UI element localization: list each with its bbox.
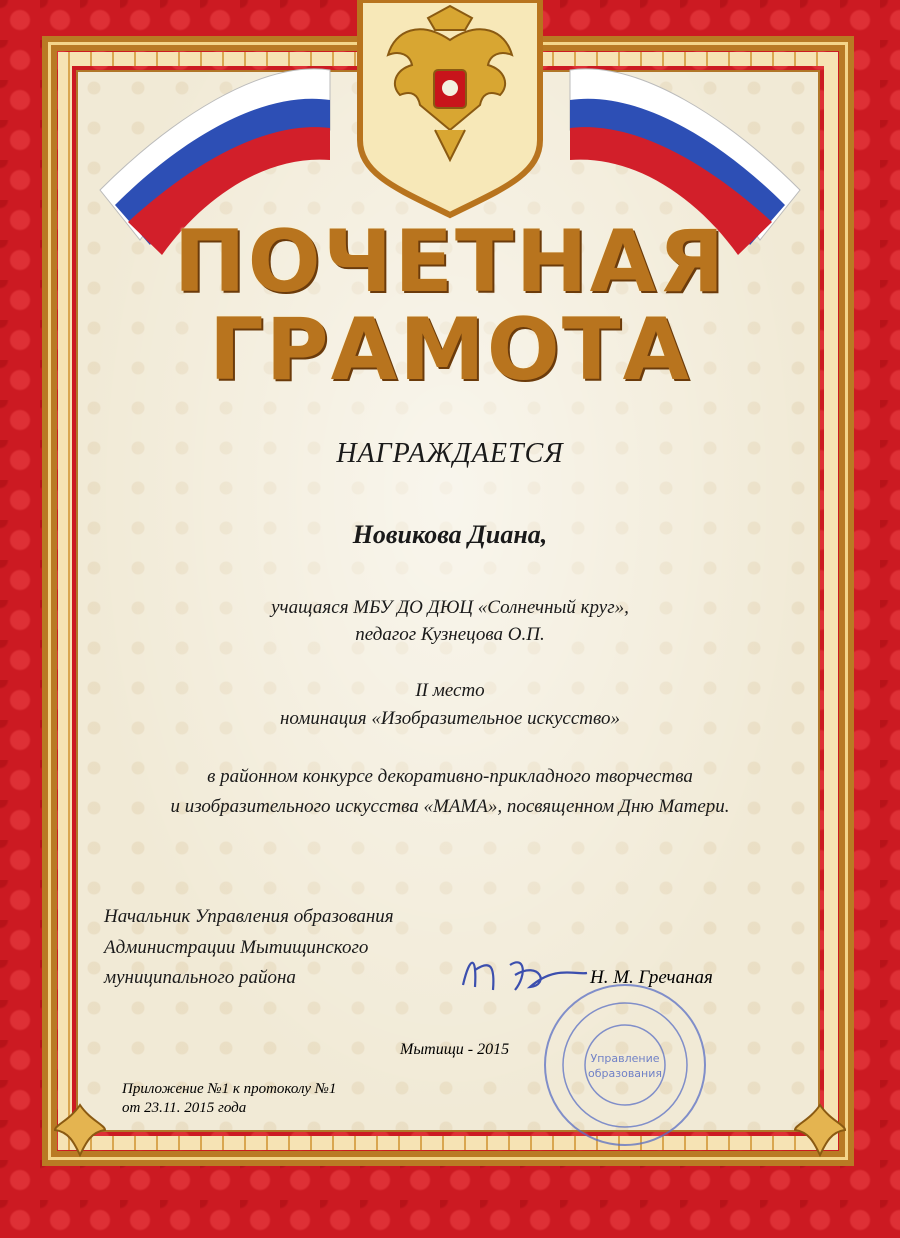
corner-ornament-icon — [790, 1100, 850, 1160]
student-info: учащаяся МБУ ДО ДЮЦ «Солнечный круг», — [271, 597, 629, 618]
signatory-position-line2: Администрации Мытищинского — [104, 937, 369, 958]
nomination-text: номинация «Изобразительное искусство» — [280, 708, 620, 729]
city-year: Мытищи - 2015 — [400, 1041, 510, 1058]
corner-ornament-icon — [50, 1100, 110, 1160]
official-stamp — [540, 980, 710, 1150]
awarded-label: НАГРАЖДАЕТСЯ — [336, 438, 564, 469]
signatory-position-line3: муниципального района — [104, 967, 296, 988]
appendix-line2: от 23.11. 2015 года — [122, 1100, 247, 1116]
recipient-name: Новикова Диана, — [352, 520, 548, 549]
appendix-line1: Приложение №1 к протоколу №1 — [122, 1081, 337, 1097]
certificate-title-line2: ГРАМОТА — [208, 300, 692, 400]
teacher-info: педагог Кузнецова О.П. — [355, 624, 545, 645]
contest-line1: в районном конкурсе декоративно-прикладного творчества — [207, 766, 693, 787]
coat-of-arms-icon — [300, 0, 600, 220]
certificate-title-line1: ПОЧЕТНАЯ — [173, 212, 727, 312]
svg-text:образования: образования — [588, 1067, 662, 1080]
svg-text:Управление: Управление — [590, 1052, 660, 1065]
signatory-position-line1: Начальник Управления образования — [104, 906, 394, 927]
contest-line2: и изобразительного искусства «МАМА», посвященном Дню Матери. — [170, 796, 730, 817]
place-text: II место — [415, 680, 485, 701]
signatory-name: Н. М. Гречаная — [590, 967, 713, 988]
